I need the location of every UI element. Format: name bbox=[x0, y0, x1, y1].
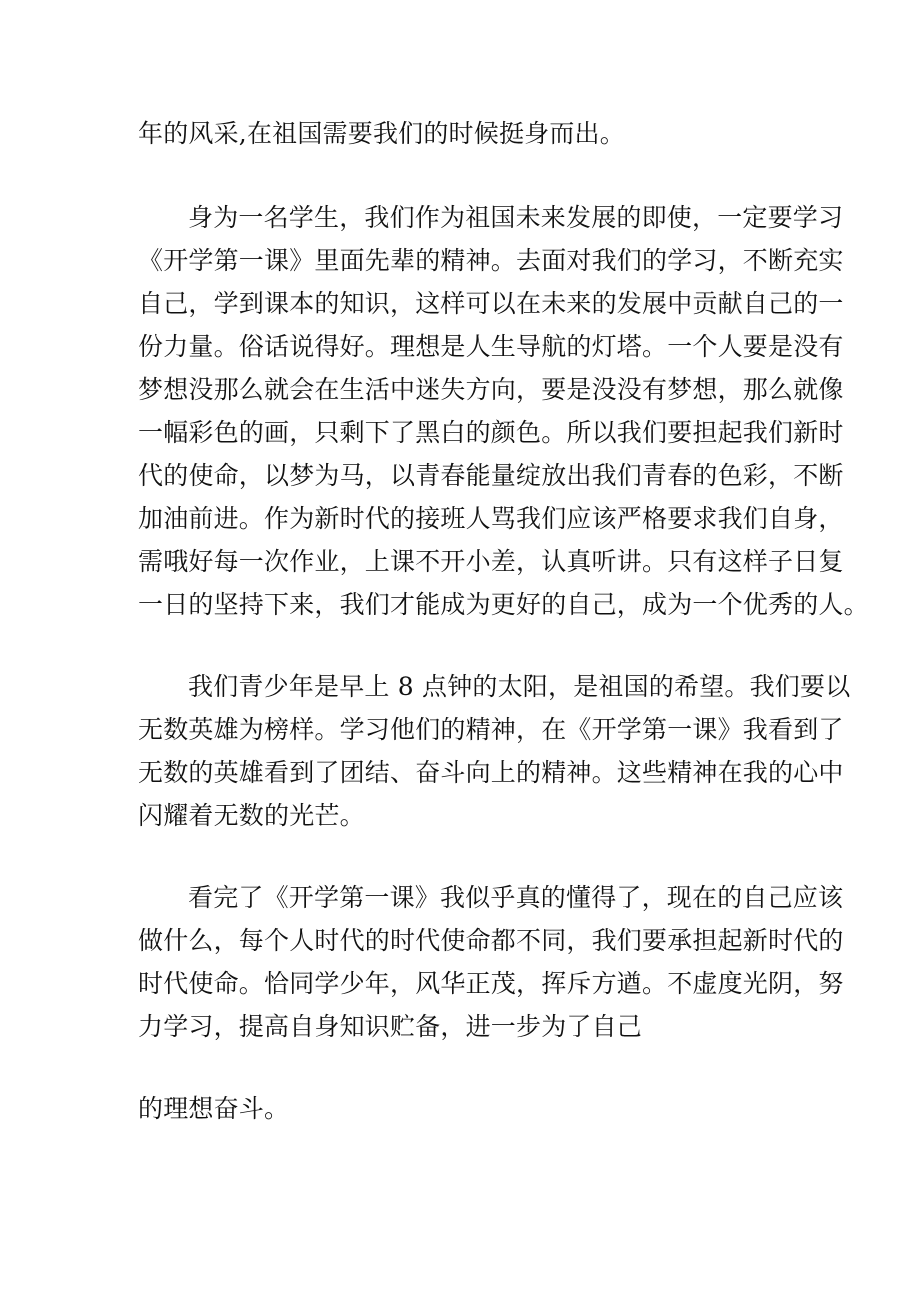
text-line: 代的使命，以梦为马，以青春能量绽放出我们青春的色彩，不断 bbox=[138, 461, 844, 490]
text-line: 无数的英雄看到了团结、奋斗向上的精神。这些精神在我的心中 bbox=[138, 758, 844, 787]
text-line: 一幅彩色的画，只剩下了黑白的颜色。所以我们要担起我们新时 bbox=[138, 418, 844, 447]
text-line: 力学习，提高自身知识贮备，进一步为了自己 bbox=[138, 1012, 643, 1041]
text-line: 需哦好每一次作业，上课不开小差，认真听讲。只有这样子日复 bbox=[138, 547, 844, 576]
text-line: 闪耀着无数的光芒。 bbox=[138, 801, 365, 830]
text-line: 一日的坚持下来，我们才能成为更好的自己，成为一个优秀的人。 bbox=[138, 590, 869, 619]
paragraph-first-line: 我们青少年是早上 8 点钟的太阳，是祖国的希望。我们要以 bbox=[188, 672, 851, 701]
text-line: 份力量。俗话说得好。理想是人生导航的灯塔。一个人要是没有 bbox=[138, 332, 844, 361]
text-line: 自己，学到课本的知识，这样可以在未来的发展中贡献自己的一 bbox=[138, 289, 844, 318]
text-line: 做什么，每个人时代的时代使命都不同，我们要承担起新时代的 bbox=[138, 926, 844, 955]
text-line: 《开学第一课》里面先辈的精神。去面对我们的学习，不断充实 bbox=[138, 246, 844, 275]
text-line: 年的风采,在祖国需要我们的时候挺身而出。 bbox=[138, 119, 625, 148]
text-line: 时代使命。恰同学少年，风华正茂，挥斥方遒。不虚度光阴，努 bbox=[138, 969, 844, 998]
text-line: 加油前进。作为新时代的接班人骂我们应该严格要求我们自身， bbox=[138, 504, 844, 533]
text-line: 梦想没那么就会在生活中迷失方向，要是没没有梦想，那么就像 bbox=[138, 375, 844, 404]
paragraph-first-line: 身为一名学生，我们作为祖国未来发展的即使，一定要学习 bbox=[188, 203, 844, 232]
text-line: 无数英雄为榜样。学习他们的精神，在《开学第一课》我看到了 bbox=[138, 715, 844, 744]
text-line: 的理想奋斗。 bbox=[138, 1094, 290, 1123]
paragraph-first-line: 看完了《开学第一课》我似乎真的懂得了，现在的自己应该 bbox=[188, 883, 844, 912]
